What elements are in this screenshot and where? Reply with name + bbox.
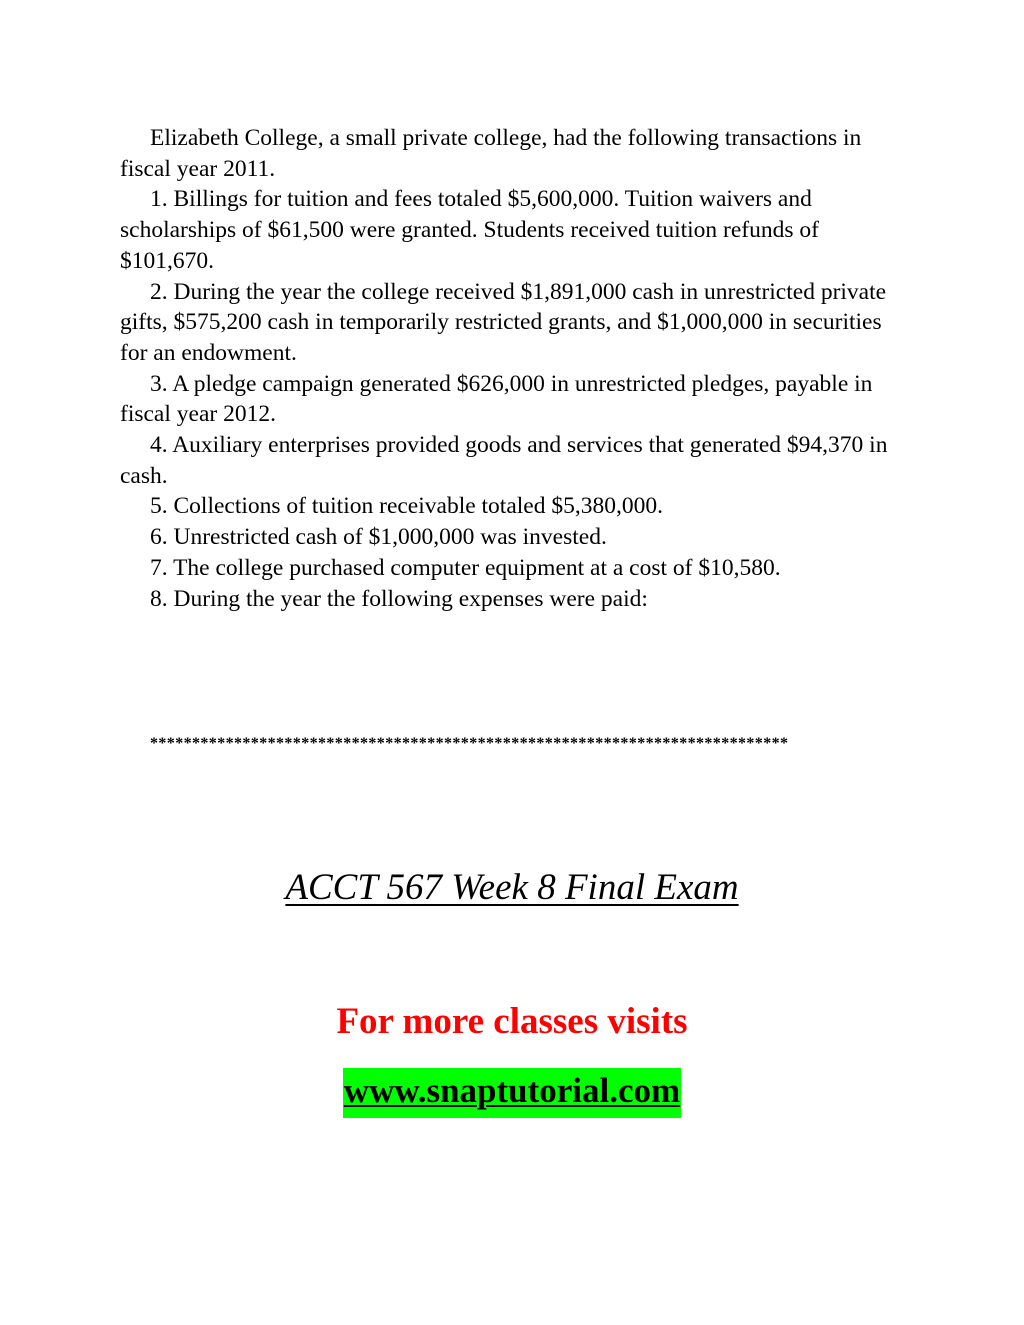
list-item: 8. During the year the following expenses were paid: <box>150 585 648 612</box>
list-item: 1. Billings for tuition and fees totaled $5,600,000. Tuition waivers and scholarships of $61,500 were granted. Students received tuition refunds of $101,670. <box>120 186 819 274</box>
question-text <box>120 123 910 614</box>
exam-title: ACCT 567 Week 8 Final Exam <box>285 867 739 908</box>
list-item: 4. Auxiliary enterprises provided goods and services that generated $94,370 in cash. <box>120 432 888 489</box>
website-link-container <box>0 1068 1024 1118</box>
promo-text: For more classes visits <box>336 1001 688 1042</box>
website-link[interactable]: www.snaptutorial.com <box>343 1068 681 1118</box>
list-item: 6. Unrestricted cash of $1,000,000 was invested. <box>150 524 607 551</box>
intro-paragraph: Elizabeth College, a small private college, had the following transactions in fiscal year 2011. <box>120 125 862 182</box>
list-item: 7. The college purchased computer equipment at a cost of $10,580. <box>150 554 781 581</box>
list-item: 5. Collections of tuition receivable totaled $5,380,000. <box>150 493 663 520</box>
list-item: 2. During the year the college received $1,891,000 cash in unrestricted private gifts, $575,200 cash in temporarily restricted grants, and $1,000,000 in securities for an endowment. <box>120 278 887 366</box>
list-item: 3. A pledge campaign generated $626,000 in unrestricted pledges, payable in fiscal year 2012. <box>120 370 873 428</box>
asterisk-separator: **************************************************************************** <box>150 735 789 752</box>
